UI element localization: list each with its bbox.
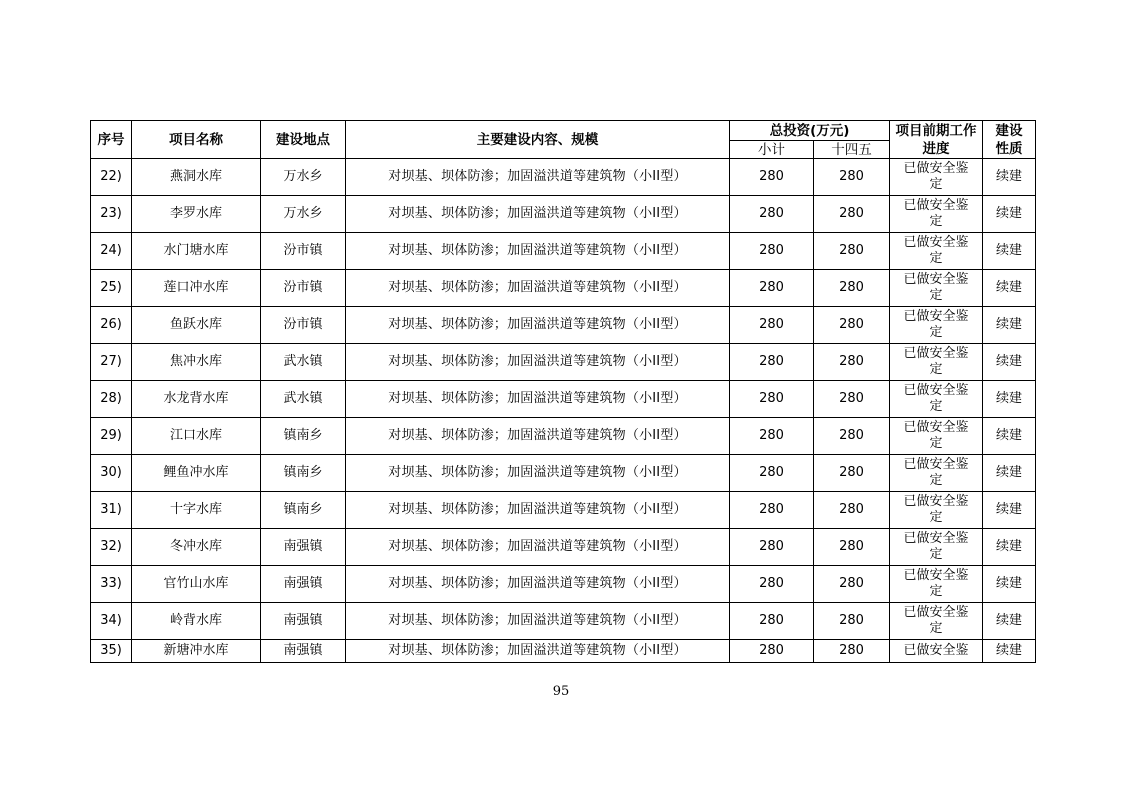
header-investment: 总投资(万元) (730, 121, 890, 141)
cell-progress: 已做安全鉴定 (890, 307, 983, 344)
cell-progress: 已做安全鉴定 (890, 492, 983, 529)
cell-location: 万水乡 (261, 159, 346, 196)
cell-content: 对坝基、坝体防渗；加固溢洪道等建筑物（小II型） (346, 381, 730, 418)
cell-location: 武水镇 (261, 344, 346, 381)
cell-seq: 25) (91, 270, 132, 307)
cell-seq: 27) (91, 344, 132, 381)
cell-location: 南强镇 (261, 566, 346, 603)
cell-progress: 已做安全鉴定 (890, 566, 983, 603)
cell-progress: 已做安全鉴定 (890, 270, 983, 307)
cell-location: 汾市镇 (261, 270, 346, 307)
cell-name: 水门塘水库 (132, 233, 261, 270)
cell-seq: 31) (91, 492, 132, 529)
cell-nature: 续建 (983, 640, 1036, 663)
cell-fourteenth: 280 (814, 455, 890, 492)
cell-nature: 续建 (983, 418, 1036, 455)
cell-name: 新塘冲水库 (132, 640, 261, 663)
cell-progress: 已做安全鉴定 (890, 381, 983, 418)
cell-name: 焦冲水库 (132, 344, 261, 381)
table-row (91, 492, 1036, 529)
cell-progress: 已做安全鉴定 (890, 233, 983, 270)
cell-progress: 已做安全鉴定 (890, 196, 983, 233)
table-row (91, 529, 1036, 566)
cell-name: 水龙背水库 (132, 381, 261, 418)
cell-name: 官竹山水库 (132, 566, 261, 603)
cell-subtotal: 280 (730, 233, 814, 270)
cell-subtotal: 280 (730, 455, 814, 492)
cell-nature: 续建 (983, 307, 1036, 344)
header-seq: 序号 (91, 121, 132, 159)
cell-subtotal: 280 (730, 566, 814, 603)
cell-subtotal: 280 (730, 270, 814, 307)
cell-seq: 30) (91, 455, 132, 492)
cell-fourteenth: 280 (814, 159, 890, 196)
cell-content: 对坝基、坝体防渗；加固溢洪道等建筑物（小II型） (346, 418, 730, 455)
cell-name: 莲口冲水库 (132, 270, 261, 307)
cell-fourteenth: 280 (814, 233, 890, 270)
table-row (91, 455, 1036, 492)
cell-seq: 34) (91, 603, 132, 640)
project-table (90, 120, 1036, 663)
cell-content: 对坝基、坝体防渗；加固溢洪道等建筑物（小II型） (346, 196, 730, 233)
cell-location: 南强镇 (261, 640, 346, 663)
cell-seq: 26) (91, 307, 132, 344)
cell-name: 鲤鱼冲水库 (132, 455, 261, 492)
cell-progress: 已做安全鉴定 (890, 529, 983, 566)
cell-nature: 续建 (983, 381, 1036, 418)
header-location: 建设地点 (261, 121, 346, 159)
cell-content: 对坝基、坝体防渗；加固溢洪道等建筑物（小II型） (346, 529, 730, 566)
cell-location: 南强镇 (261, 529, 346, 566)
header-subtotal: 小计 (730, 141, 814, 159)
cell-content: 对坝基、坝体防渗；加固溢洪道等建筑物（小II型） (346, 233, 730, 270)
cell-nature: 续建 (983, 270, 1036, 307)
cell-progress: 已做安全鉴定 (890, 603, 983, 640)
cell-content: 对坝基、坝体防渗；加固溢洪道等建筑物（小II型） (346, 603, 730, 640)
cell-subtotal: 280 (730, 159, 814, 196)
cell-name: 鱼跃水库 (132, 307, 261, 344)
cell-nature: 续建 (983, 529, 1036, 566)
cell-fourteenth: 280 (814, 566, 890, 603)
table-row (91, 381, 1036, 418)
header-content: 主要建设内容、规模 (346, 121, 730, 159)
cell-nature: 续建 (983, 159, 1036, 196)
header-fourteenth: 十四五 (814, 141, 890, 159)
cell-name: 岭背水库 (132, 603, 261, 640)
cell-seq: 29) (91, 418, 132, 455)
cell-location: 镇南乡 (261, 455, 346, 492)
table-row (91, 307, 1036, 344)
cell-fourteenth: 280 (814, 529, 890, 566)
cell-location: 镇南乡 (261, 418, 346, 455)
cell-seq: 32) (91, 529, 132, 566)
cell-fourteenth: 280 (814, 640, 890, 663)
cell-content: 对坝基、坝体防渗；加固溢洪道等建筑物（小II型） (346, 307, 730, 344)
cell-content: 对坝基、坝体防渗；加固溢洪道等建筑物（小II型） (346, 159, 730, 196)
cell-content: 对坝基、坝体防渗；加固溢洪道等建筑物（小II型） (346, 492, 730, 529)
cell-fourteenth: 280 (814, 418, 890, 455)
cell-fourteenth: 280 (814, 492, 890, 529)
cell-name: 江口水库 (132, 418, 261, 455)
cell-nature: 续建 (983, 492, 1036, 529)
cell-fourteenth: 280 (814, 603, 890, 640)
cell-content: 对坝基、坝体防渗；加固溢洪道等建筑物（小II型） (346, 455, 730, 492)
cell-subtotal: 280 (730, 196, 814, 233)
cell-subtotal: 280 (730, 418, 814, 455)
cell-seq: 22) (91, 159, 132, 196)
cell-progress: 已做安全鉴定 (890, 344, 983, 381)
table-row (91, 418, 1036, 455)
table-row (91, 603, 1036, 640)
cell-nature: 续建 (983, 566, 1036, 603)
cell-nature: 续建 (983, 233, 1036, 270)
header-nature: 建设性质 (983, 121, 1036, 159)
cell-name: 燕洞水库 (132, 159, 261, 196)
table-row (91, 233, 1036, 270)
cell-progress: 已做安全鉴定 (890, 418, 983, 455)
cell-progress: 已做安全鉴定 (890, 159, 983, 196)
cell-name: 冬冲水库 (132, 529, 261, 566)
page-number: 95 (552, 684, 570, 699)
cell-subtotal: 280 (730, 640, 814, 663)
cell-location: 武水镇 (261, 381, 346, 418)
cell-location: 汾市镇 (261, 233, 346, 270)
cell-seq: 28) (91, 381, 132, 418)
cell-subtotal: 280 (730, 344, 814, 381)
cell-subtotal: 280 (730, 492, 814, 529)
table-body (91, 159, 1036, 663)
header-name: 项目名称 (132, 121, 261, 159)
table-row (91, 344, 1036, 381)
header-progress: 项目前期工作进度 (890, 121, 983, 159)
table-header (91, 121, 1036, 159)
cell-seq: 23) (91, 196, 132, 233)
table-row (91, 196, 1036, 233)
cell-seq: 24) (91, 233, 132, 270)
cell-fourteenth: 280 (814, 196, 890, 233)
cell-subtotal: 280 (730, 381, 814, 418)
cell-content: 对坝基、坝体防渗；加固溢洪道等建筑物（小II型） (346, 344, 730, 381)
cell-fourteenth: 280 (814, 381, 890, 418)
cell-content: 对坝基、坝体防渗；加固溢洪道等建筑物（小II型） (346, 566, 730, 603)
cell-subtotal: 280 (730, 529, 814, 566)
cell-seq: 35) (91, 640, 132, 663)
cell-nature: 续建 (983, 603, 1036, 640)
table-row (91, 566, 1036, 603)
table-row (91, 159, 1036, 196)
cell-name: 李罗水库 (132, 196, 261, 233)
cell-content: 对坝基、坝体防渗；加固溢洪道等建筑物（小II型） (346, 640, 730, 663)
cell-content: 对坝基、坝体防渗；加固溢洪道等建筑物（小II型） (346, 270, 730, 307)
cell-fourteenth: 280 (814, 344, 890, 381)
cell-location: 南强镇 (261, 603, 346, 640)
table-row (91, 640, 1036, 663)
cell-nature: 续建 (983, 196, 1036, 233)
table-row (91, 270, 1036, 307)
cell-progress: 已做安全鉴定 (890, 455, 983, 492)
cell-fourteenth: 280 (814, 307, 890, 344)
cell-location: 镇南乡 (261, 492, 346, 529)
cell-progress: 已做安全鉴 (890, 640, 983, 663)
cell-location: 万水乡 (261, 196, 346, 233)
cell-name: 十字水库 (132, 492, 261, 529)
cell-subtotal: 280 (730, 307, 814, 344)
cell-fourteenth: 280 (814, 270, 890, 307)
cell-subtotal: 280 (730, 603, 814, 640)
cell-nature: 续建 (983, 455, 1036, 492)
cell-location: 汾市镇 (261, 307, 346, 344)
cell-nature: 续建 (983, 344, 1036, 381)
cell-seq: 33) (91, 566, 132, 603)
